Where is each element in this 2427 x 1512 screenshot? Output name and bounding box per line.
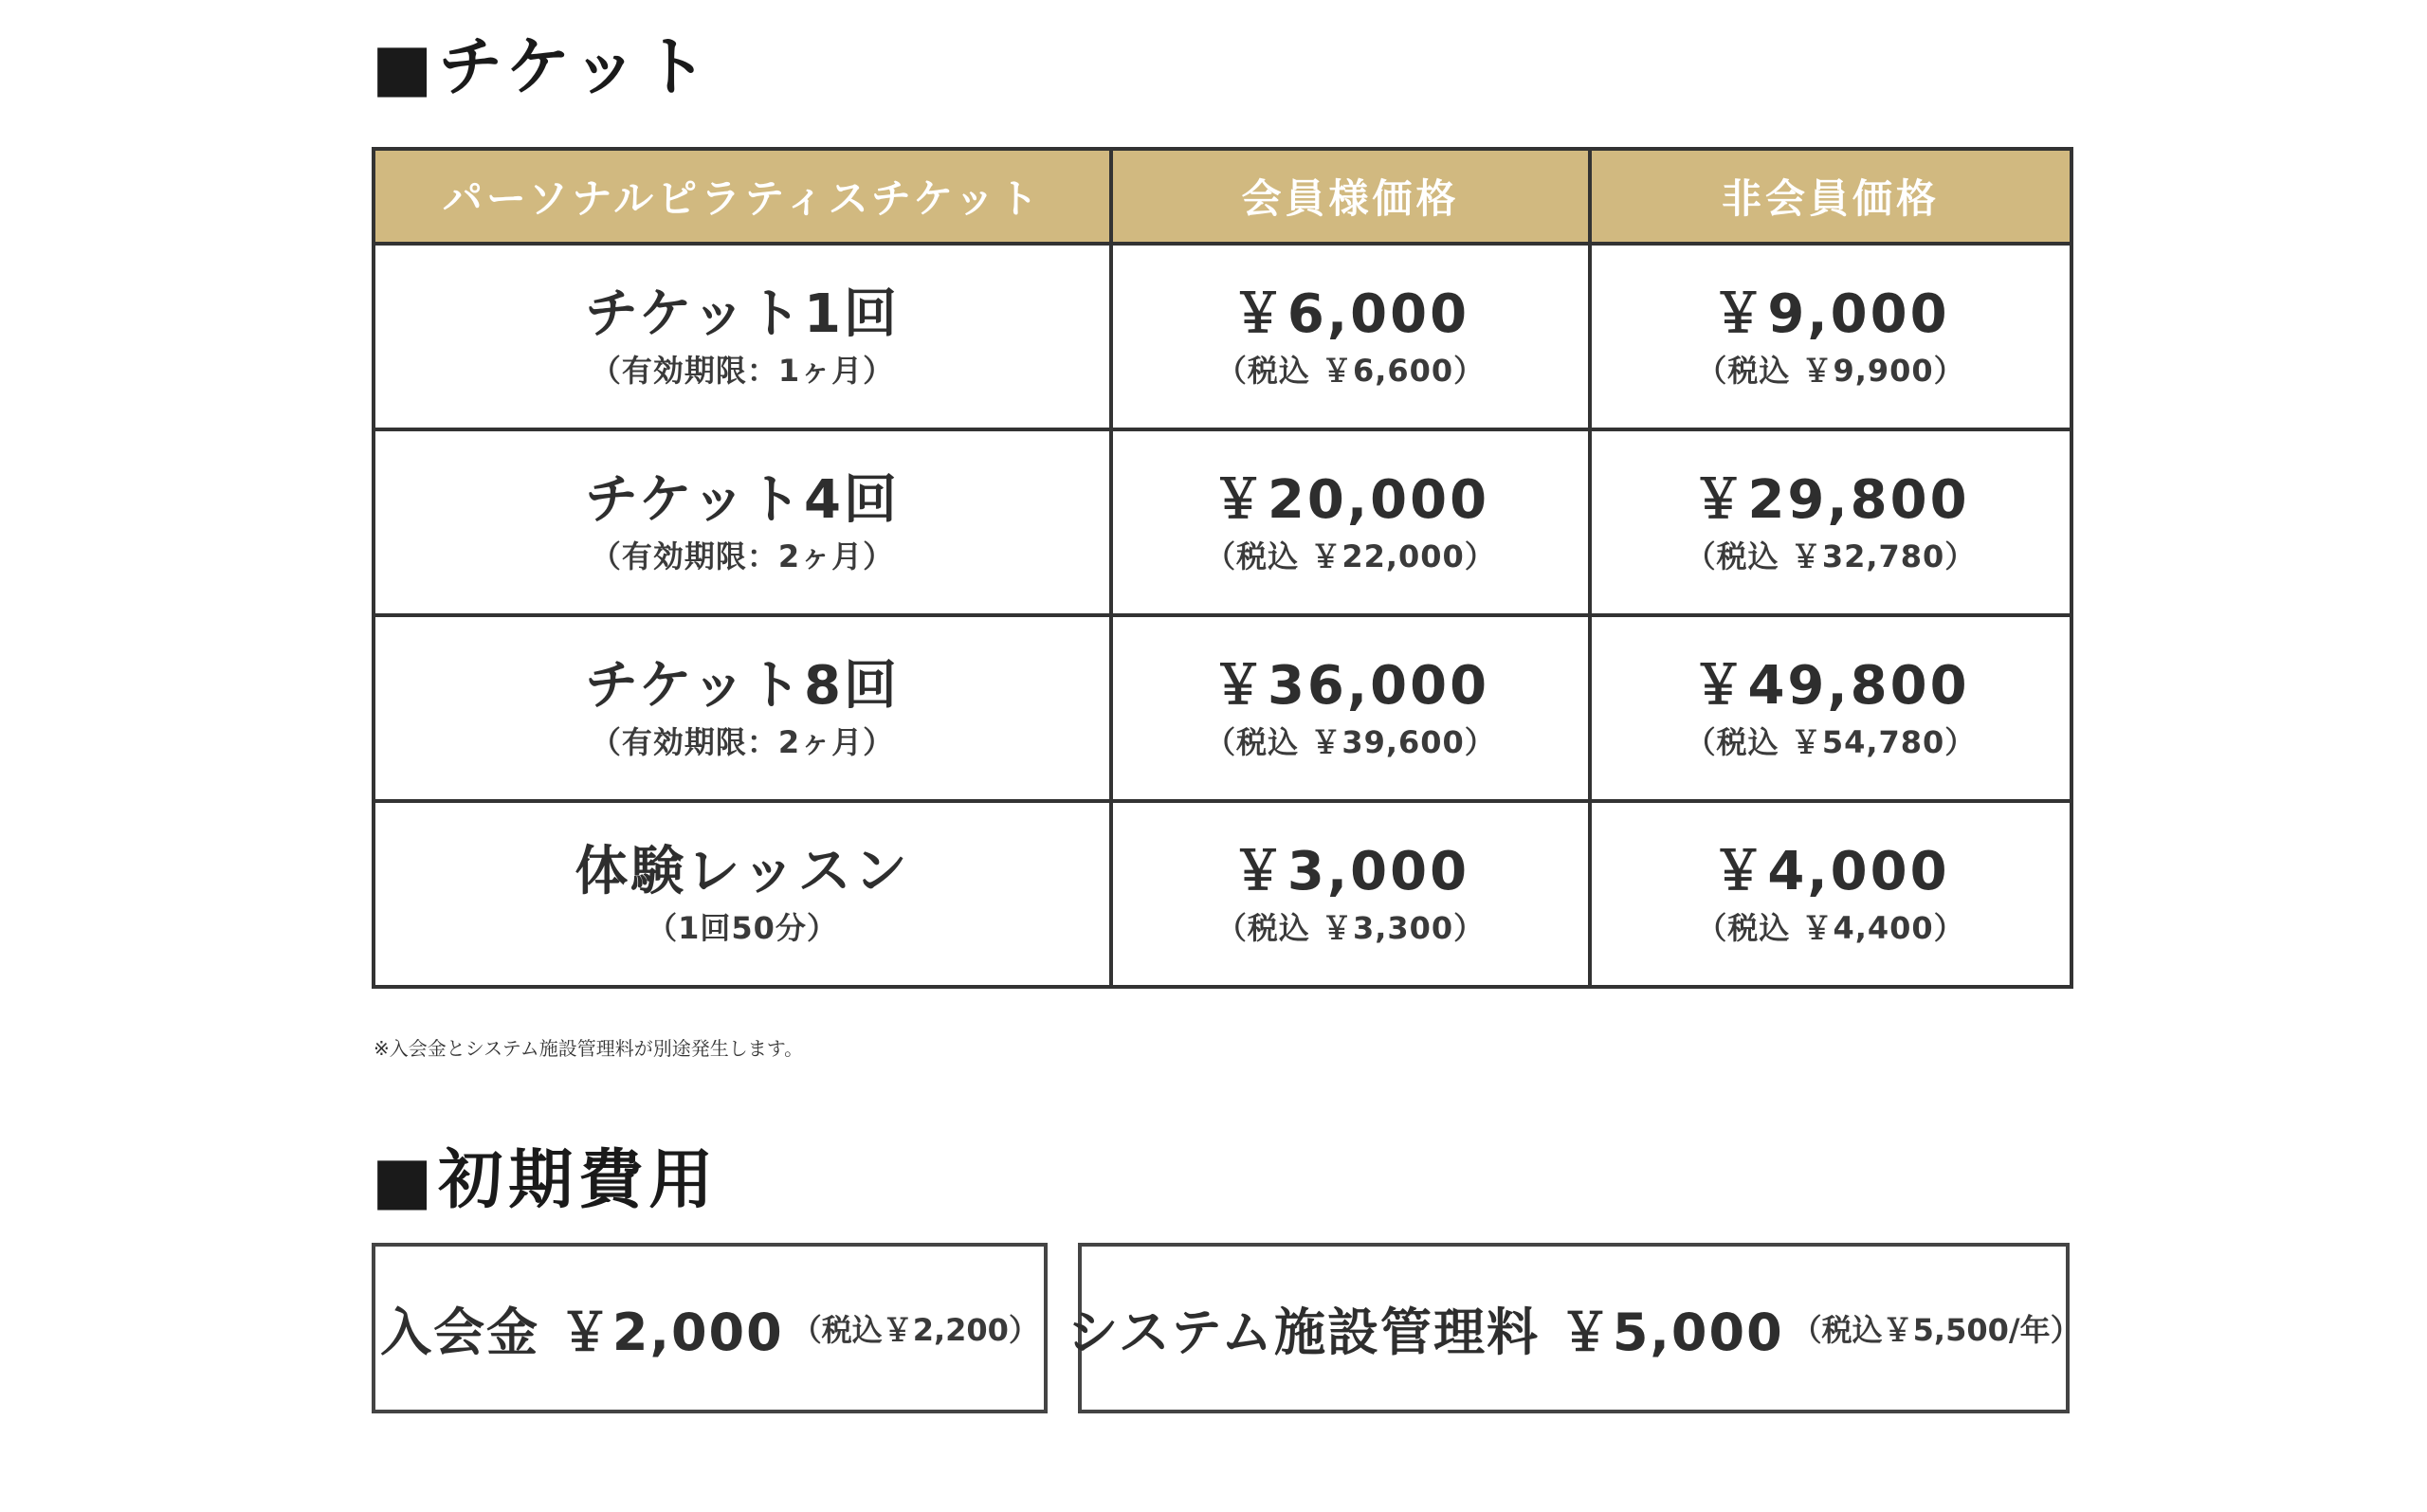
nonmember-price-tax: （税込 ￥32,780）: [1685, 538, 1977, 574]
member-price-cell: [1111, 429, 1590, 615]
ticket-name: チケット1回: [585, 282, 900, 345]
ticket-footnote: ※入会金とシステム施設管理料が別途発生します。: [374, 1037, 804, 1060]
member-price: ￥36,000: [1211, 654, 1490, 717]
nonmember-price-tax: （税込 ￥4,400）: [1696, 910, 1965, 946]
table-row: [374, 429, 2071, 615]
table-row: [374, 244, 2071, 429]
member-price-tax: （税込 ￥6,600）: [1215, 353, 1486, 389]
ticket-validity: （有効期限：2ヶ月）: [590, 724, 895, 760]
nonmember-price-tax: （税込 ￥54,780）: [1685, 724, 1977, 760]
nonmember-price-tax: （税込 ￥9,900）: [1696, 353, 1965, 389]
ticket-name-cell: [374, 244, 1111, 429]
initial-cost-section-title: ■初期費用: [372, 1143, 720, 1218]
member-price-cell: [1111, 801, 1590, 987]
ticket-validity: （有効期限：2ヶ月）: [590, 538, 895, 574]
member-price-cell: [1111, 244, 1590, 429]
member-price-tax: （税込 ￥22,000）: [1205, 538, 1496, 574]
nonmember-price: ￥49,800: [1691, 654, 1970, 717]
member-price: ￥6,000: [1231, 282, 1470, 345]
table-row: [374, 615, 2071, 801]
ticket-section-title: ■チケット: [372, 30, 714, 105]
entry-fee-box: [372, 1243, 1048, 1413]
member-price: ￥20,000: [1211, 468, 1490, 531]
ticket-name: チケット8回: [585, 654, 900, 717]
ticket-name-cell: [374, 429, 1111, 615]
nonmember-price: ￥9,000: [1711, 282, 1950, 345]
ticket-name-cell: [374, 615, 1111, 801]
nonmember-price: ￥4,000: [1711, 840, 1950, 902]
entry-fee-tax: （税込￥2,200）: [791, 1312, 1039, 1348]
ticket-name-cell: [374, 801, 1111, 987]
system-fee-tax: （税込￥5,500/年）: [1791, 1312, 2081, 1348]
member-price-tax: （税込 ￥39,600）: [1205, 724, 1496, 760]
ticket-name: チケット4回: [585, 468, 900, 531]
ticket-validity: （有効期限：1ヶ月）: [590, 353, 895, 389]
nonmember-price-cell: [1590, 801, 2071, 987]
nonmember-price: ￥29,800: [1691, 468, 1970, 531]
member-price-tax: （税込 ￥3,300）: [1215, 910, 1486, 946]
table-header-row: [374, 149, 2071, 244]
nonmember-price-cell: [1590, 244, 2071, 429]
system-fee-price: システム施設管理料 ￥5,000: [1067, 1302, 1784, 1362]
nonmember-price-cell: [1590, 615, 2071, 801]
member-price: ￥3,000: [1231, 840, 1470, 902]
header-nonmember-price: 非会員価格: [1590, 149, 2071, 244]
system-fee-box: [1067, 1243, 2081, 1413]
nonmember-price-cell: [1590, 429, 2071, 615]
member-price-cell: [1111, 615, 1590, 801]
ticket-name: 体験レッスン: [575, 840, 910, 902]
table-row: [374, 801, 2071, 987]
ticket-price-table: [372, 147, 2073, 989]
header-member-price: 会員様価格: [1111, 149, 1590, 244]
ticket-validity: （1回50分）: [647, 910, 838, 946]
header-ticket-name: パーソナルピラティスチケット: [374, 149, 1111, 244]
entry-fee-price: 入会金 ￥2,000: [380, 1302, 784, 1362]
